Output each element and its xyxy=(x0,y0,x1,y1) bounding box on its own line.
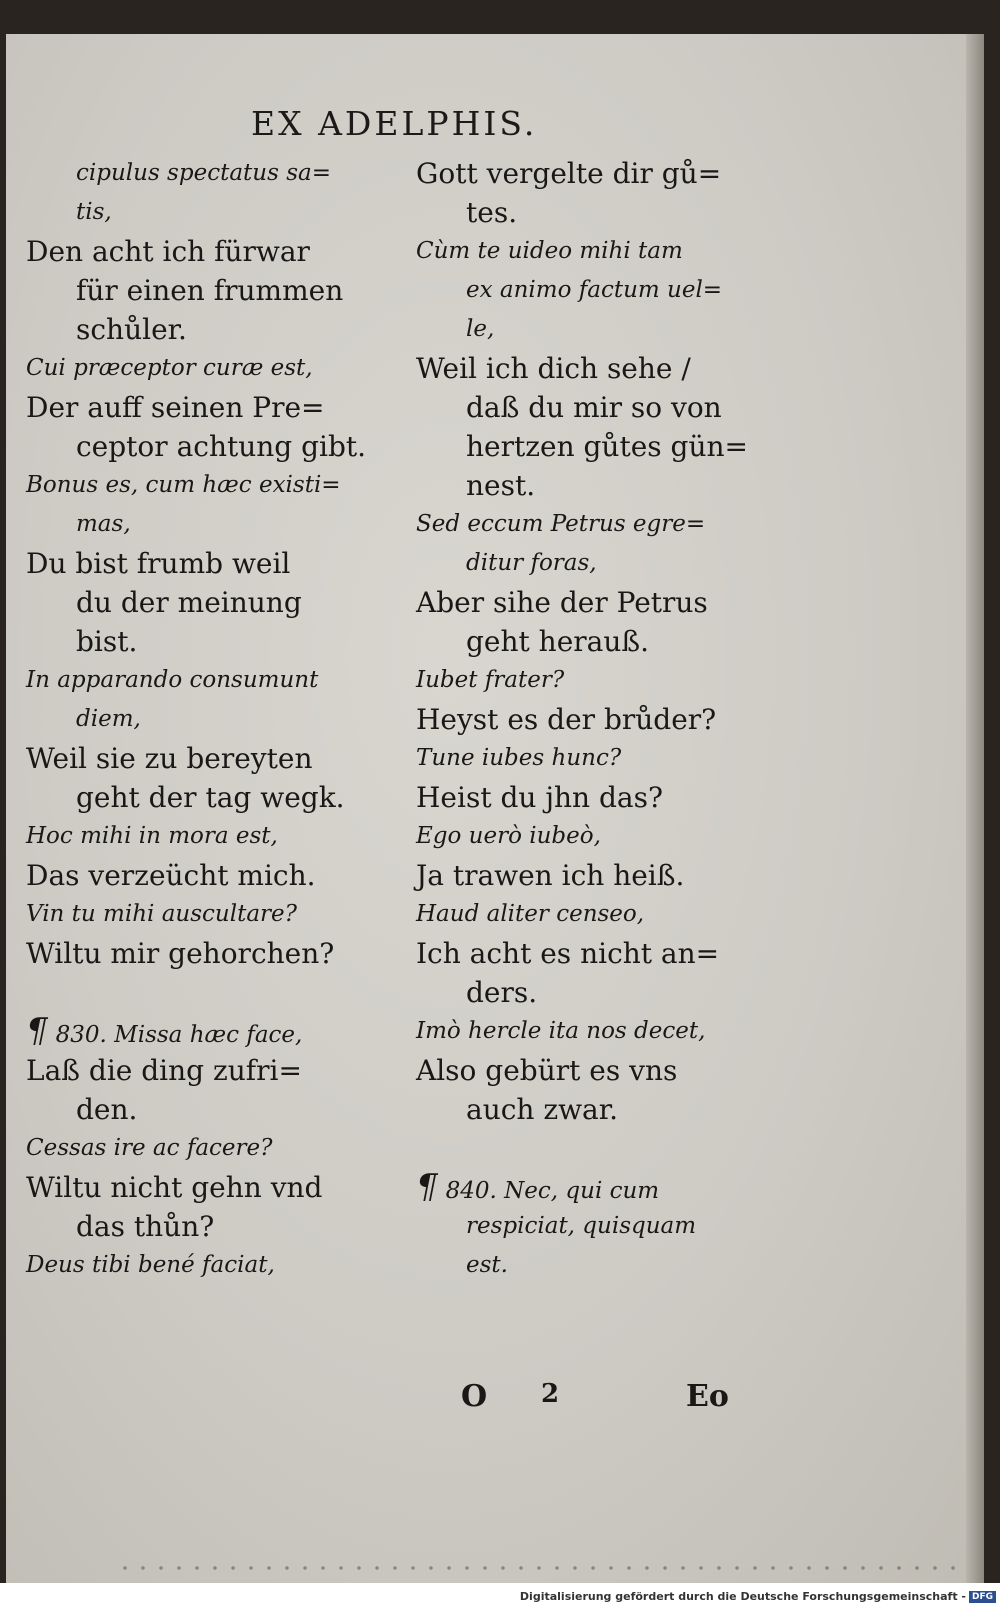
latin-line xyxy=(18,154,398,193)
line-text: bist. xyxy=(76,625,138,658)
line-text: Vin tu mihi auscultare? xyxy=(26,901,297,927)
german-line xyxy=(18,232,398,271)
latin-line xyxy=(408,544,788,583)
german-line xyxy=(18,856,398,895)
latin-line xyxy=(408,1168,788,1207)
line-text: Wiltu nicht gehn vnd xyxy=(26,1171,323,1204)
latin-line xyxy=(408,817,788,856)
line-text: tes. xyxy=(466,196,518,229)
signature-number: 2 xyxy=(541,1379,560,1409)
latin-line xyxy=(408,661,788,700)
line-text: Haud aliter censeo, xyxy=(416,901,645,927)
german-line xyxy=(408,622,788,661)
signature-mark: O xyxy=(461,1379,488,1414)
running-head: EX ADELPHIS. xyxy=(251,104,538,143)
german-line xyxy=(18,544,398,583)
german-line xyxy=(408,700,788,739)
german-line xyxy=(408,934,788,973)
line-text: Ich acht es nicht an= xyxy=(416,937,720,970)
line-text: Aber sihe der Petrus xyxy=(416,586,708,619)
line-text: für einen frummen xyxy=(76,274,344,307)
german-line xyxy=(408,427,788,466)
german-line xyxy=(18,427,398,466)
line-text: nest. xyxy=(466,469,536,502)
line-text: Iubet frater? xyxy=(416,667,565,693)
line-text: 830. Missa hæc face, xyxy=(55,1022,303,1048)
german-line xyxy=(18,1168,398,1207)
line-text: Imò hercle ita nos decet, xyxy=(416,1018,706,1044)
latin-line xyxy=(408,739,788,778)
page-edge xyxy=(966,34,984,1583)
latin-line xyxy=(408,1207,788,1246)
line-text: Gott vergelte dir gů= xyxy=(416,157,722,190)
line-text: ceptor achtung gibt. xyxy=(76,430,367,463)
catchword: Eo xyxy=(686,1379,729,1414)
line-text: schůler. xyxy=(76,313,187,346)
latin-line xyxy=(18,1129,398,1168)
book-page xyxy=(6,34,984,1583)
line-text: den. xyxy=(76,1093,138,1126)
latin-line xyxy=(18,349,398,388)
latin-line xyxy=(408,1012,788,1051)
line-text: geht der tag wegk. xyxy=(76,781,345,814)
line-text: Wiltu mir gehorchen? xyxy=(26,937,335,970)
line-text: Cùm te uideo mihi tam xyxy=(416,238,683,264)
latin-line xyxy=(408,895,788,934)
latin-line xyxy=(18,895,398,934)
line-text: Weil sie zu bereyten xyxy=(26,742,313,775)
line-text: ex animo factum uel= xyxy=(466,277,723,303)
german-line xyxy=(18,388,398,427)
line-text: diem, xyxy=(76,706,141,732)
line-text: Deus tibi bené faciat, xyxy=(26,1252,275,1278)
latin-line xyxy=(408,1246,788,1285)
line-text: Der auff seinen Pre= xyxy=(26,391,325,424)
german-line xyxy=(18,1090,398,1129)
line-text: geht herauß. xyxy=(466,625,649,658)
credit-text: Digitalisierung gefördert durch die Deutsche Forschungsgemeinschaft - xyxy=(519,1590,966,1603)
pilcrow-mark: ¶ xyxy=(416,1167,438,1207)
german-line xyxy=(408,193,788,232)
line-text: du der meinung xyxy=(76,586,302,619)
line-text: Also gebürt es vns xyxy=(416,1054,678,1087)
line-text: ditur foras, xyxy=(466,550,597,576)
line-text: est. xyxy=(466,1252,508,1278)
line-text: 840. Nec, qui cum xyxy=(445,1178,660,1204)
line-text: Sed eccum Petrus egre= xyxy=(416,511,706,537)
line-text: Cui præceptor curæ est, xyxy=(26,355,313,381)
line-text: le, xyxy=(466,316,495,342)
german-line xyxy=(408,349,788,388)
german-line xyxy=(18,1051,398,1090)
line-text: ders. xyxy=(466,976,538,1009)
line-text: Heyst es der brůder? xyxy=(416,703,717,736)
line-text: Hoc mihi in mora est, xyxy=(26,823,278,849)
line-text: Du bist frumb weil xyxy=(26,547,291,580)
latin-line xyxy=(408,505,788,544)
german-line xyxy=(408,778,788,817)
digitization-credit xyxy=(520,1590,996,1603)
german-line xyxy=(408,583,788,622)
german-line xyxy=(408,466,788,505)
line-text: In apparando consumunt xyxy=(26,667,319,693)
line-text: auch zwar. xyxy=(466,1093,618,1126)
line-text: Heist du jhn das? xyxy=(416,781,663,814)
line-text: respiciat, quisquam xyxy=(466,1213,697,1239)
line-gap xyxy=(18,973,398,1012)
german-line xyxy=(18,778,398,817)
latin-line xyxy=(18,466,398,505)
german-line xyxy=(408,856,788,895)
latin-line xyxy=(408,232,788,271)
pilcrow-mark: ¶ xyxy=(26,1011,48,1051)
page-bottom-dots xyxy=(116,1564,956,1572)
line-text: tis, xyxy=(76,199,112,225)
german-line xyxy=(18,622,398,661)
line-text: mas, xyxy=(76,511,131,537)
german-line xyxy=(18,739,398,778)
line-text: Ego uerò iubeò, xyxy=(416,823,601,849)
latin-line xyxy=(408,310,788,349)
line-text: Bonus es, cum hæc existi= xyxy=(26,472,341,498)
german-line xyxy=(18,934,398,973)
latin-line xyxy=(18,817,398,856)
latin-line xyxy=(18,1012,398,1051)
line-text: Das verzeücht mich. xyxy=(26,859,316,892)
line-text: daß du mir so von xyxy=(466,391,722,424)
dfg-logo: DFG xyxy=(969,1591,996,1603)
line-text: Ja trawen ich heiß. xyxy=(416,859,685,892)
right-column xyxy=(408,154,788,1285)
german-line xyxy=(18,310,398,349)
line-gap xyxy=(408,1129,788,1168)
german-line xyxy=(408,973,788,1012)
latin-line xyxy=(18,661,398,700)
latin-line xyxy=(18,700,398,739)
line-text: Cessas ire ac facere? xyxy=(26,1135,273,1161)
latin-line xyxy=(18,193,398,232)
line-text: Tune iubes hunc? xyxy=(416,745,622,771)
latin-line xyxy=(408,271,788,310)
german-line xyxy=(18,1207,398,1246)
line-text: Den acht ich fürwar xyxy=(26,235,310,268)
latin-line xyxy=(18,505,398,544)
german-line xyxy=(408,1090,788,1129)
german-line xyxy=(18,271,398,310)
line-text: hertzen gůtes gün= xyxy=(466,430,748,463)
left-column xyxy=(18,154,398,1285)
german-line xyxy=(408,388,788,427)
line-text: Weil ich dich sehe / xyxy=(416,352,691,385)
german-line xyxy=(18,583,398,622)
latin-line xyxy=(18,1246,398,1285)
line-text: Laß die ding zufri= xyxy=(26,1054,302,1087)
line-text: das thůn? xyxy=(76,1210,215,1243)
german-line xyxy=(408,1051,788,1090)
german-line xyxy=(408,154,788,193)
line-text: cipulus spectatus sa= xyxy=(76,160,331,186)
